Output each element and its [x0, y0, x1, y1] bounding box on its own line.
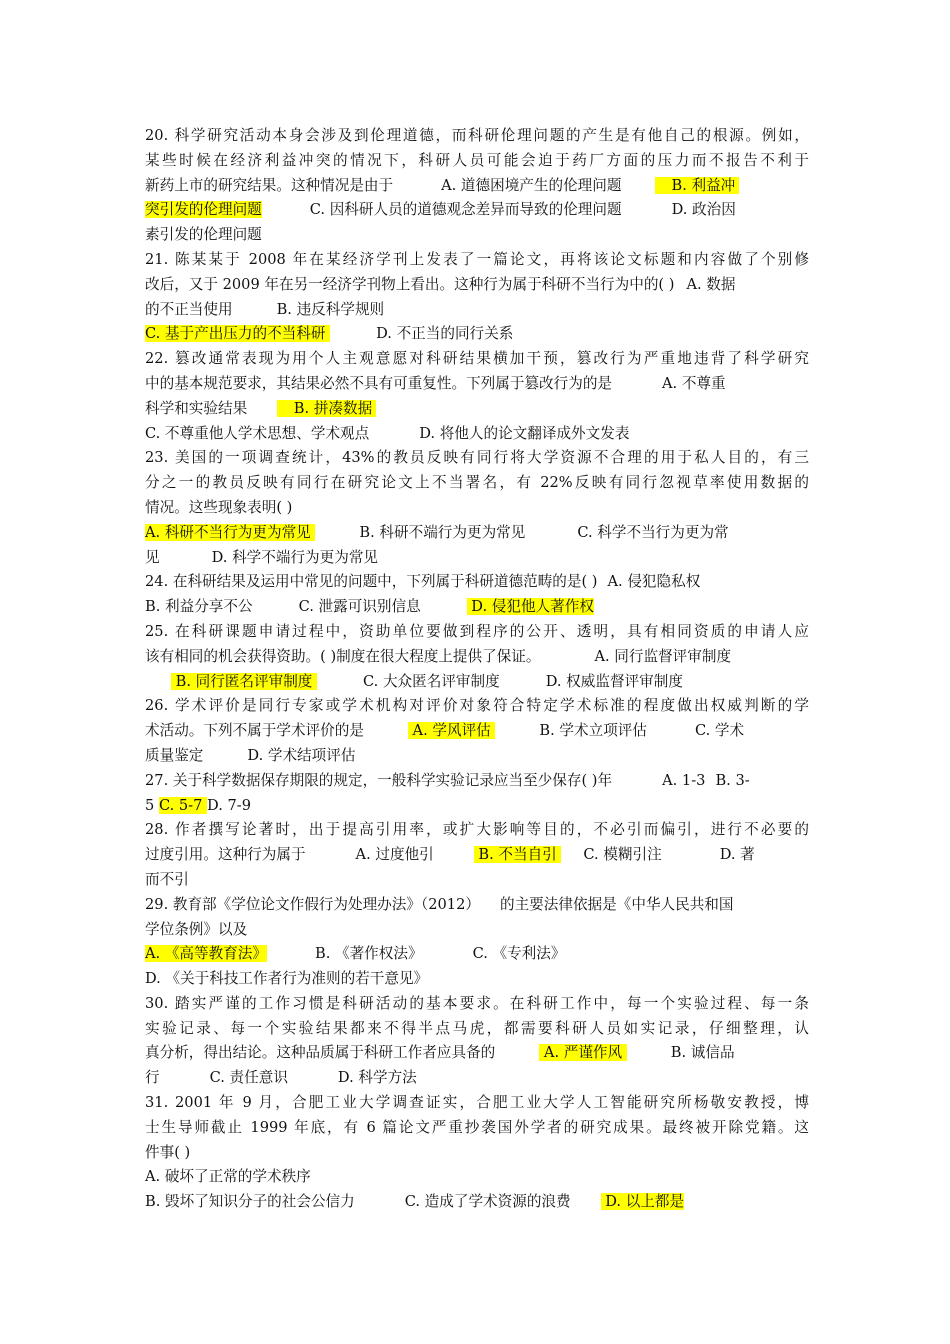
answer-highlight: A. 学风评估 — [407, 722, 496, 740]
answer-highlight: B. 利益冲 — [655, 177, 739, 194]
text-line: 而不引 — [145, 870, 189, 888]
text-line: B. 利益分享不公 C. 泄露可识别信息 D. 侵犯他人著作权 — [145, 598, 594, 616]
text-line: 某些时候在经济利益冲突的情况下，科研人员可能会迫于药厂方面的压力而不报告不利于 — [145, 151, 809, 169]
text-line: 29. 教育部《学位论文作假行为处理办法》（2012） 的主要法律依据是《中华人民共和国 — [145, 895, 734, 913]
answer-highlight: B. 同行匿名评审制度 — [171, 672, 318, 690]
text-line: 过度引用。这种行为属于 A. 过度他引 B. 不当自引 C. 模糊引注 D. 著 — [145, 846, 755, 864]
text-line: 情况。这些现象表明( ) — [145, 498, 293, 516]
text-line: 23. 美国的一项调查统计，43%的教员反映有同行将大学资源不合理的用于私人目的，有三 — [145, 449, 809, 467]
text-line: 30. 踏实严谨的工作习惯是科研活动的基本要求。在科研工作中，每一个实验过程、每一条 — [145, 994, 809, 1012]
text-line: 5 C. 5-7 D. 7-9 — [145, 796, 251, 814]
text-line: 改后，又于 2009 年在另一经济学刊物上看出。这种行为属于科研不当行为中的( ) A. 数据 — [145, 275, 736, 293]
answer-highlight: A. 《高等教育法》 — [145, 945, 267, 963]
text-line: 真分析，得出结论。这种品质属于科研工作者应具备的 A. 严谨作风 B. 诚信品 — [145, 1044, 735, 1062]
text-line: A. 科研不当行为更为常见 B. 科研不端行为更为常见 C. 科学不当行为更为常 — [145, 523, 729, 541]
text-line: 行 C. 责任意识 D. 科学方法 — [145, 1069, 417, 1087]
answer-highlight: 突引发的伦理问题 — [145, 201, 262, 219]
text-line: 26. 学术评价是同行专家或学术机构对评价对象符合特定学术标准的程度做出权威判断的学 — [145, 697, 809, 715]
text-line: 术活动。下列不属于学术评价的是 A. 学风评估 B. 学术立项评估 C. 学术 — [145, 722, 745, 740]
text-line: A. 破坏了正常的学术秩序 — [145, 1168, 311, 1186]
text-line: 实验记录、每一个实验结果都来不得半点马虎，都需要科研人员如实记录，仔细整理，认 — [145, 1019, 809, 1037]
text-line: 28. 作者撰写论著时，出于提高引用率，或扩大影响等目的，不必引而偏引，进行不必要的 — [145, 821, 809, 839]
answer-highlight: C. 5-7 — [158, 796, 208, 814]
answer-highlight: B. 拼凑数据 — [277, 400, 376, 417]
text-line: 24. 在科研结果及运用中常见的问题中，下列属于科研道德范畴的是( ) A. 侵犯隐私权 — [145, 573, 701, 591]
text-line: 27. 关于科学数据保存期限的规定，一般科学实验记录应当至少保存( )年 A. 1-3 B. 3- — [145, 771, 750, 789]
text-line: 20. 科学研究活动本身会涉及到伦理道德，而科研伦理问题的产生是有他自己的根源。例如， — [145, 127, 809, 144]
text-line: 21. 陈某某于 2008 年在某经济学刊上发表了一篇论文，再将该论文标题和内容做了个别修 — [145, 250, 809, 268]
answer-highlight: C. 基于产出压力的不当科研 — [145, 325, 331, 343]
text-line: 质量鉴定 D. 学术结项评估 — [145, 746, 356, 764]
text-line: C. 不尊重他人学术思想、学术观点 D. 将他人的论文翻译成外文发表 — [145, 424, 630, 442]
text-line: D. 《关于科技工作者行为准则的若干意见》 — [145, 970, 429, 988]
text-line: 31. 2001 年 9 月，合肥工业大学调查证实，合肥工业大学人工智能研究所杨敬安教授，博 — [145, 1094, 809, 1112]
text-line: 素引发的伦理问题 — [145, 226, 262, 244]
text-line: 突引发的伦理问题 C. 因科研人员的道德观念差异而导致的伦理问题 D. 政治因 — [145, 201, 736, 219]
text-line: 25. 在科研课题申请过程中，资助单位要做到程序的公开、透明，具有相同资质的申请人应 — [145, 622, 809, 640]
text-line: 士生导师截止 1999 年底，有 6 篇论文严重抄袭国外学者的研究成果。最终被开除党籍。这 — [145, 1118, 809, 1136]
question-list — [145, 124, 809, 1215]
answer-highlight: D. 侵犯他人著作权 — [466, 598, 594, 616]
text-line: 见 D. 科学不端行为更为常见 — [145, 548, 379, 566]
text-line: 22. 篡改通常表现为用个人主观意愿对科研结果横加干预，篡改行为严重地违背了科学研究 — [145, 350, 809, 368]
answer-highlight: A. 科研不当行为更为常见 — [145, 523, 316, 541]
text-line: 中的基本规范要求，其结果必然不具有可重复性。下列属于篡改行为的是 A. 不尊重 — [145, 374, 726, 392]
text-line: 新药上市的研究结果。这种情况是由于 A. 道德困境产生的伦理问题 B. 利益冲 — [145, 174, 809, 199]
text-line: 的不正当使用 B. 违反科学规则 — [145, 300, 385, 318]
text-line: 件事( ) — [145, 1143, 191, 1161]
text-line: 该有相同的机会获得资助。( )制度在很大程度上提供了保证。 A. 同行监督评审制度 — [145, 647, 732, 665]
text-line: C. 基于产出压力的不当科研 D. 不正当的同行关系 — [145, 325, 514, 343]
text-line: A. 《高等教育法》 B. 《著作权法》 C. 《专利法》 — [145, 945, 566, 963]
answer-highlight: A. 严谨作风 — [539, 1044, 627, 1062]
text-line: B. 毁坏了知识分子的社会公信力 C. 造成了学术资源的浪费 D. 以上都是 — [145, 1193, 685, 1211]
text-line: 科学和实验结果 B. 拼凑数据 — [145, 397, 809, 422]
text-line: 学位条例》以及 — [145, 920, 248, 938]
answer-highlight: D. 以上都是 — [600, 1193, 685, 1211]
text-line: 分之一的教员反映有同行在研究论文上不当署名，有 22%反映有同行忽视草率使用数据的 — [145, 474, 809, 492]
text-line: B. 同行匿名评审制度 C. 大众匿名评审制度 D. 权威监督评审制度 — [171, 672, 683, 690]
answer-highlight: B. 不当自引 — [473, 846, 562, 864]
